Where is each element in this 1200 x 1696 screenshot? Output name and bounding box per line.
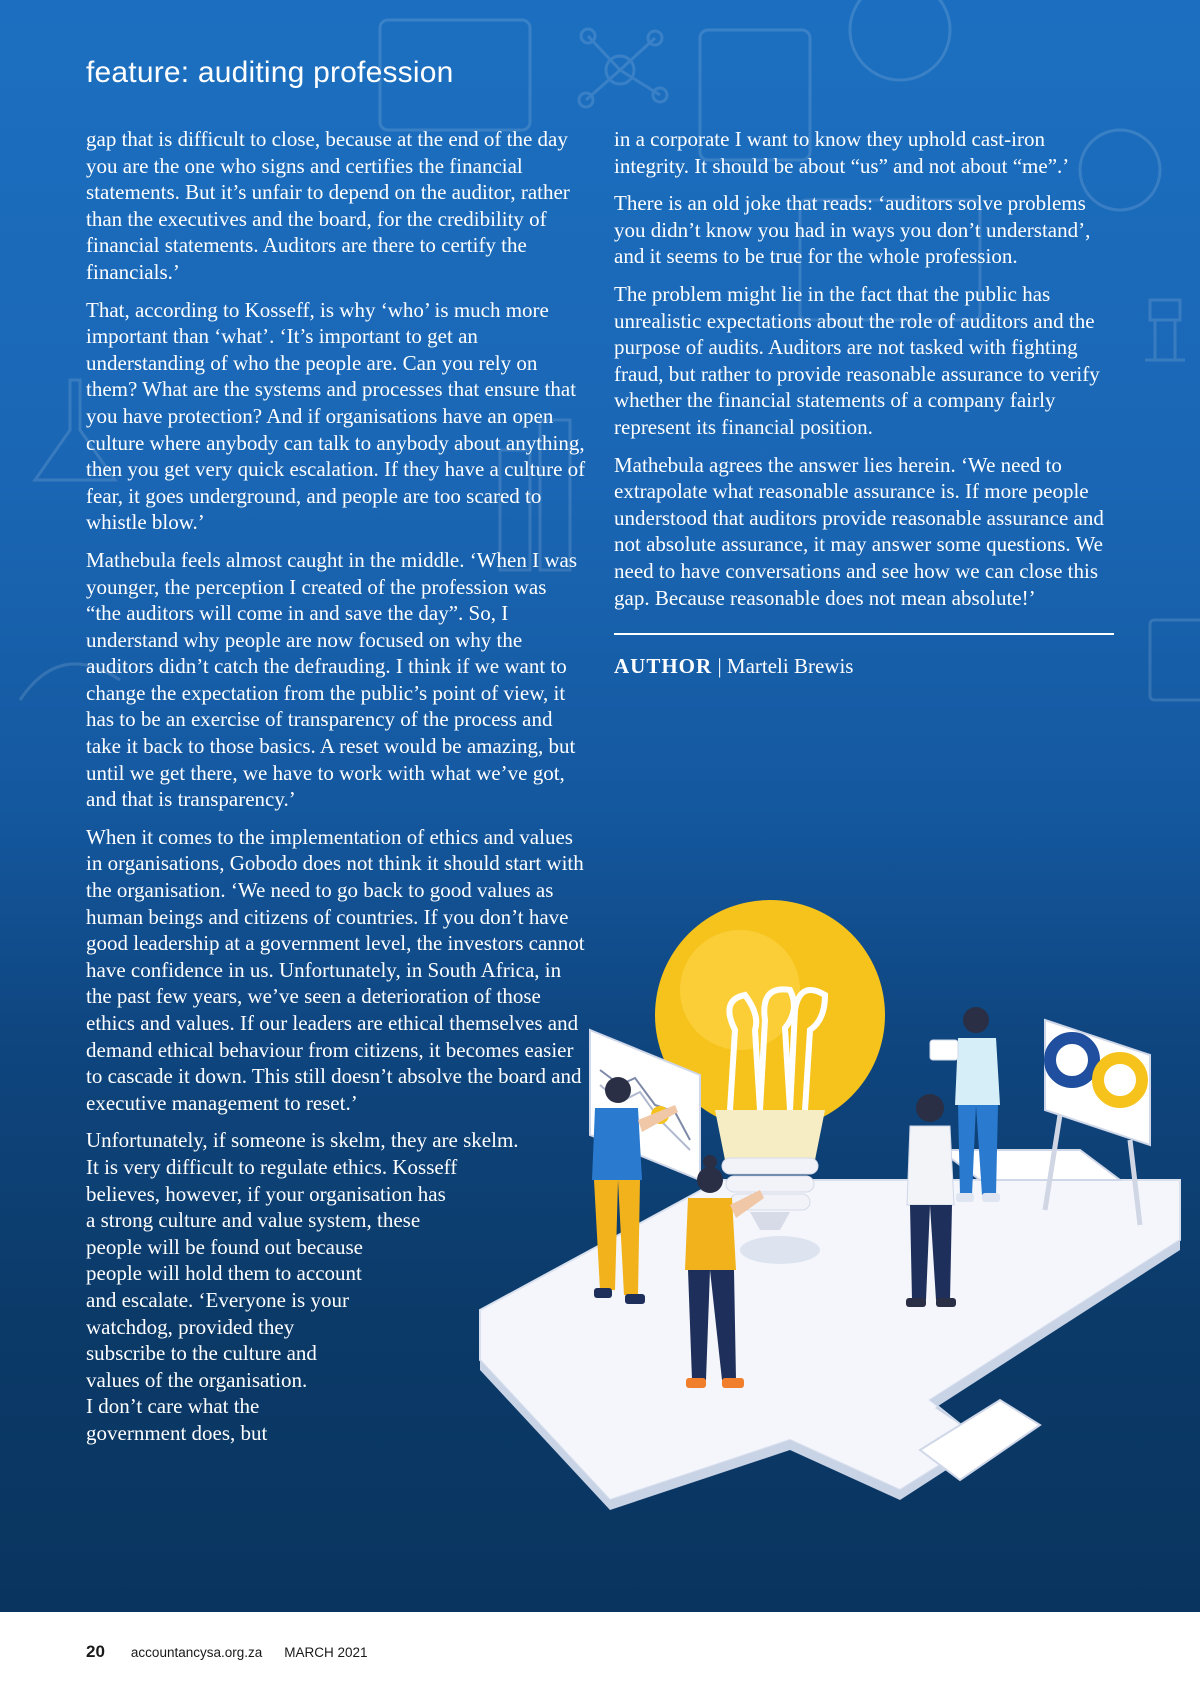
network-icon [579, 29, 667, 107]
author-credit [614, 653, 1122, 679]
paragraph: That, according to Kosseff, is why ‘who’ is much more important than ‘what’. ‘It’s important to get an understanding of who the people are. Can you rely on them? What are the systems and processes that ensure that you have protection? And if organisations have an open culture where anybody can talk to anybody about anything, then you get very quick escalation. If they have a culture of fear, it goes underground, and people are too scared to whistle blow.’ [86, 297, 586, 535]
paragraph: gap that is difficult to close, because at the end of the day you are the one who signs and certifies the financial statements. But it’s unfair to depend on the auditor, rather than the executives and the board, for the credibility of financial statements. Auditors are there to certify the financials.’ [86, 127, 570, 284]
chess-rook-icon [1145, 300, 1185, 360]
author-name: Marteli Brewis [726, 654, 854, 679]
paragraph: There is an old joke that reads: ‘auditors solve problems you didn’t know you had in ways you don’t understand’, and it seems to be true for the whole profession. [614, 191, 1091, 269]
target-icon [850, 0, 950, 80]
paragraph-line: values of the organisation. [86, 1367, 308, 1392]
paragraph-line: government does, but [86, 1420, 268, 1445]
paragraph: in a corporate I want to know they uphold cast-iron integrity. It should be about “us” and not about “me”.’ [614, 127, 1070, 178]
right-column [614, 126, 1122, 679]
issue-date: MARCH 2021 [284, 1645, 368, 1660]
left-column [86, 126, 586, 1447]
section-header: feature: auditing profession [86, 56, 454, 89]
paragraph-line: a strong culture and value system, these [86, 1208, 421, 1233]
wrapped-paragraph [86, 1127, 586, 1446]
paragraph: Mathebula agrees the answer lies herein. ‘We need to extrapolate what reasonable assurance is. If more people understood that auditors provide reasonable assurance and not absolute assurance, it may answer some questions. We need to have conversations and see how we can close this gap. Because reasonable does not mean absolute!’ [614, 452, 1104, 610]
paragraph-line: Unfortunately, if someone is skelm, they are skelm. [86, 1128, 519, 1153]
paragraph-line: watchdog, provided they [86, 1314, 295, 1339]
page-footer [86, 1642, 368, 1662]
paragraph-line: believes, however, if your organisation has [86, 1181, 446, 1206]
author-separator: | [712, 654, 727, 679]
author-label: AUTHOR [614, 654, 713, 679]
page-number: 20 [86, 1642, 105, 1661]
paragraph-line: people will be found out because [86, 1234, 363, 1259]
paragraph-line: and escalate. ‘Everyone is your [86, 1287, 349, 1312]
paragraph: Mathebula feels almost caught in the middle. ‘When I was younger, the perception I created of the profession was “the auditors will come in and save the day”. So, I understand why people are now focused on why the auditors didn’t catch the defrauding. I think if we want to change the expectation from the public’s point of view, it has to be an exercise of transparency of the process and take it back to those basics. A reset would be amazing, but until we get there, we have to work with what we’ve got, and that is transparency.’ [86, 547, 578, 812]
paragraph-line: I don’t care what the [86, 1394, 260, 1419]
paragraph: When it comes to the implementation of ethics and values in organisations, Gobodo does not think it should start with the organisation. ‘We need to go back to good values as human beings and citizens of countries. If you don’t have good leadership at a government level, the investors cannot have confidence in us. Unfortunately, in South Africa, in the past few years, we’ve seen a deterioration of those ethics and values. If our leaders are ethical themselves and demand ethical behaviour from citizens, it becomes easier to cascade it down. This still doesn’t absolve the board and executive management to reset.’ [86, 824, 585, 1115]
shadow [740, 1236, 820, 1264]
paragraph-line: It is very difficult to regulate ethics. Kosseff [86, 1154, 458, 1179]
divider [614, 633, 1114, 635]
paragraph-line: people will hold them to account [86, 1261, 362, 1286]
paragraph: The problem might lie in the fact that the public has unrealistic expectations about the role of auditors and the purpose of audits. Auditors are not tasked with fighting fraud, but rather to provide reasonable assurance to verify whether the financial statements of a company fairly represent its financial position. [614, 281, 1100, 439]
paragraph-line: subscribe to the culture and [86, 1341, 317, 1366]
document-icon [1150, 620, 1200, 700]
website-link[interactable]: accountancysa.org.za [130, 1645, 263, 1660]
